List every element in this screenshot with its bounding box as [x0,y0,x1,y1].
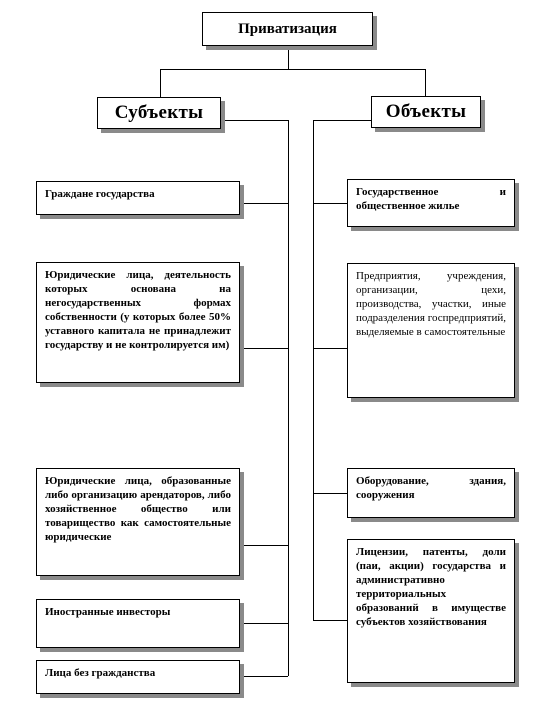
root-title: Приватизация [238,20,337,37]
subjects-trunk-top-line [221,120,288,121]
branch-horizontal-line [160,69,425,70]
object-box-2 [347,263,515,398]
subject-connector-4 [240,623,288,624]
subject-text-2: Юридические лица, деятельность которых основана на негосударственных формах собственности (у которых более 50% уставного капитала не принадлежит государству и не контролируется им) [45,269,231,351]
object-text-2: Предприятия, учреждения, организации, цехи, производства, участки, иные подразделения госпредприятий, выделяемые в самостоятельные [356,270,506,338]
object-text-4: Лицензии, патенты, доли (паи, акции) государства и административно территориальных образований в имуществе субъектов хозяйствования [356,546,506,628]
subjects-trunk-line [288,120,289,676]
subject-text-5: Лица без гражданства [45,667,156,679]
subject-box-3 [36,468,240,576]
object-text-3: Оборудование, здания, сооружения [356,475,506,501]
object-box-3 [347,468,515,518]
subject-box-2 [36,262,240,383]
objects-header [371,96,481,128]
subject-connector-2 [240,348,288,349]
object-connector-4 [313,620,347,621]
subject-text-3: Юридические лица, образованные либо организацию арендаторов, либо хозяйственное общество или товарищество как самостоятельные юридические [45,475,231,543]
objects-trunk-line [313,120,314,620]
subjects-header [97,97,221,129]
subjects-drop-line [160,69,161,97]
object-connector-1 [313,203,347,204]
objects-trunk-top-line [313,120,371,121]
object-connector-3 [313,493,347,494]
object-box-1 [347,179,515,227]
objects-title: Объекты [385,101,467,122]
subjects-title: Субъекты [114,102,204,123]
root-down-line [288,46,289,69]
object-connector-2 [313,348,347,349]
subject-connector-5 [240,676,288,677]
subject-connector-1 [240,203,288,204]
subject-box-4 [36,599,240,648]
objects-drop-line [425,69,426,96]
subject-box-1 [36,181,240,215]
subject-text-1: Граждане государства [45,188,155,200]
root-box [202,12,373,46]
object-box-4 [347,539,515,683]
subject-text-4: Иностранные инвесторы [45,606,171,618]
object-text-1: Государственное и общественное жилье [356,186,506,212]
subject-box-5 [36,660,240,694]
subject-connector-3 [240,545,288,546]
